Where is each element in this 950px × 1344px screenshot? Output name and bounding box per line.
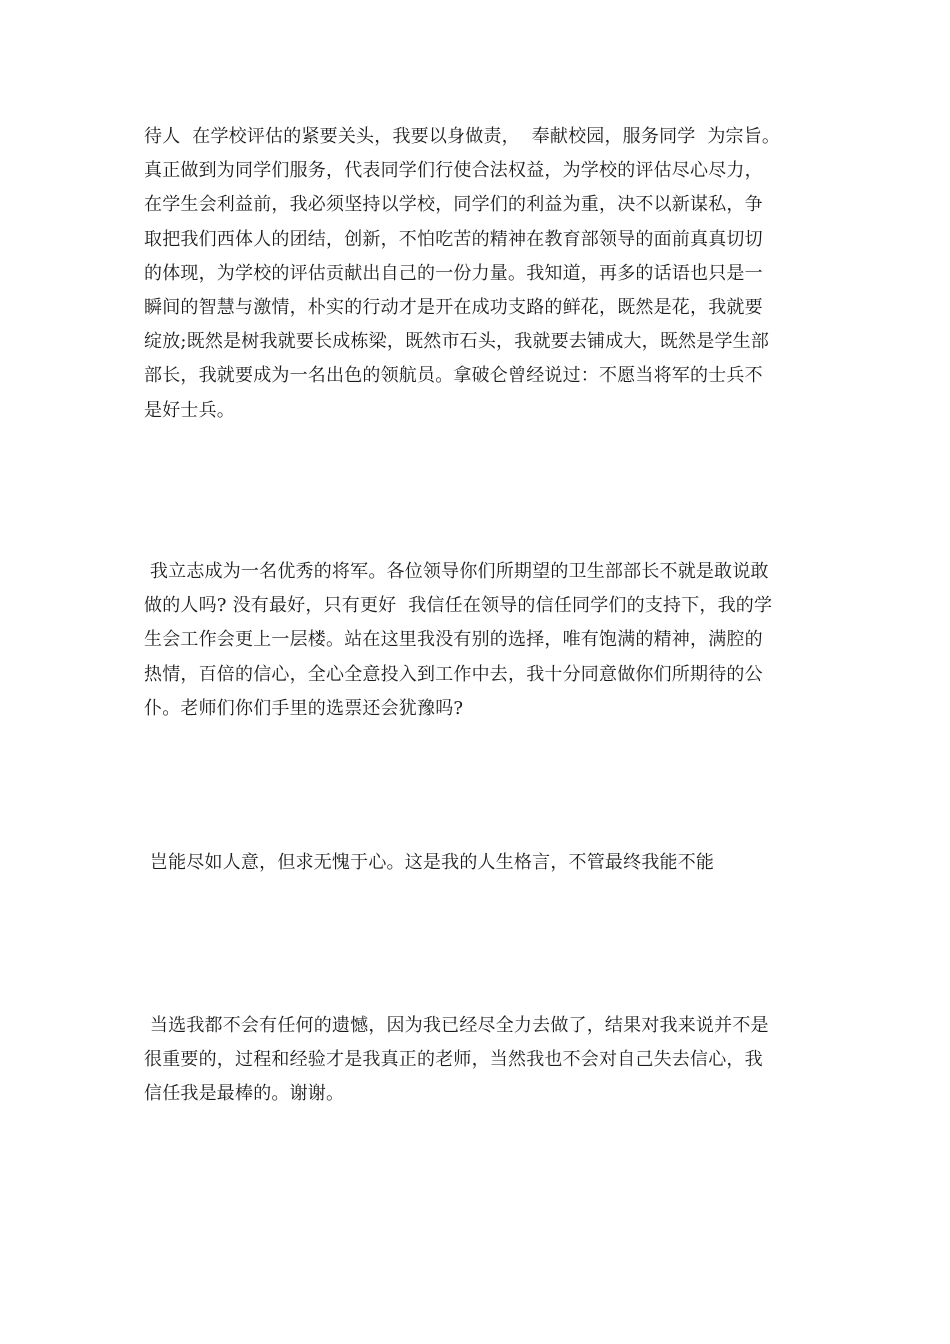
paragraph-1 <box>144 120 824 428</box>
text-line: 是好士兵。 <box>144 399 235 421</box>
paragraph-2 <box>144 555 824 726</box>
text-line: 取把我们西体人的团结，创新，不怕吃苦的精神在教育部领导的面前真真切切 <box>144 228 763 250</box>
text-line: 很重要的，过程和经验才是我真正的老师，当然我也不会对自己失去信心，我 <box>144 1049 763 1071</box>
text-line: 在学生会利益前，我必须坚持以学校，同学们的利益为重，决不以新谋私，争 <box>144 194 763 216</box>
text-line: 当选我都不会有任何的遗憾，因为我已经尽全力去做了，结果对我来说并不是 <box>144 1015 769 1036</box>
text-line: 的体现，为学校的评估贡献出自己的一份力量。我知道，再多的话语也只是一 <box>144 262 763 284</box>
text-line: 瞬间的智慧与激情，朴实的行动才是开在成功支路的鲜花，既然是花，我就要 <box>144 296 763 318</box>
text-line: 仆。老师们你们手里的选票还会犹豫吗? <box>144 697 464 719</box>
text-line: 部长，我就要成为一名出色的领航员。拿破仑曾经说过：不愿当将军的士兵不 <box>144 365 763 387</box>
text-line: 生会工作会更上一层楼。站在这里我没有别的选择，唯有饱满的精神，满腔的 <box>144 629 763 651</box>
text-line: 做的人吗? 没有最好，只有更好 我信任在领导的信任同学们的支持下，我的学 <box>144 595 773 617</box>
text-line: 热情，百倍的信心，全心全意投入到工作中去，我十分同意做你们所期待的公 <box>144 663 763 685</box>
text-line: 信任我是最棒的。谢谢。 <box>144 1083 345 1105</box>
paragraph-4 <box>144 1009 824 1112</box>
text-line: 我立志成为一名优秀的将军。各位领导你们所期望的卫生部部长不就是敢说敢 <box>144 561 769 582</box>
text-line: 真正做到为同学们服务，代表同学们行使合法权益，为学校的评估尽心尽力， <box>144 160 763 182</box>
text-line: 岂能尽如人意，但求无愧于心。这是我的人生格言，不管最终我能不能 <box>144 852 715 873</box>
paragraph-3 <box>144 846 824 880</box>
text-line: 绽放;既然是树我就要长成栋梁，既然市石头，我就要去铺成大，既然是学生部 <box>144 331 770 353</box>
text-line: 待人 在学校评估的紧要关头，我要以身做责， 奉献校园，服务同学 为宗旨。 <box>144 126 781 147</box>
